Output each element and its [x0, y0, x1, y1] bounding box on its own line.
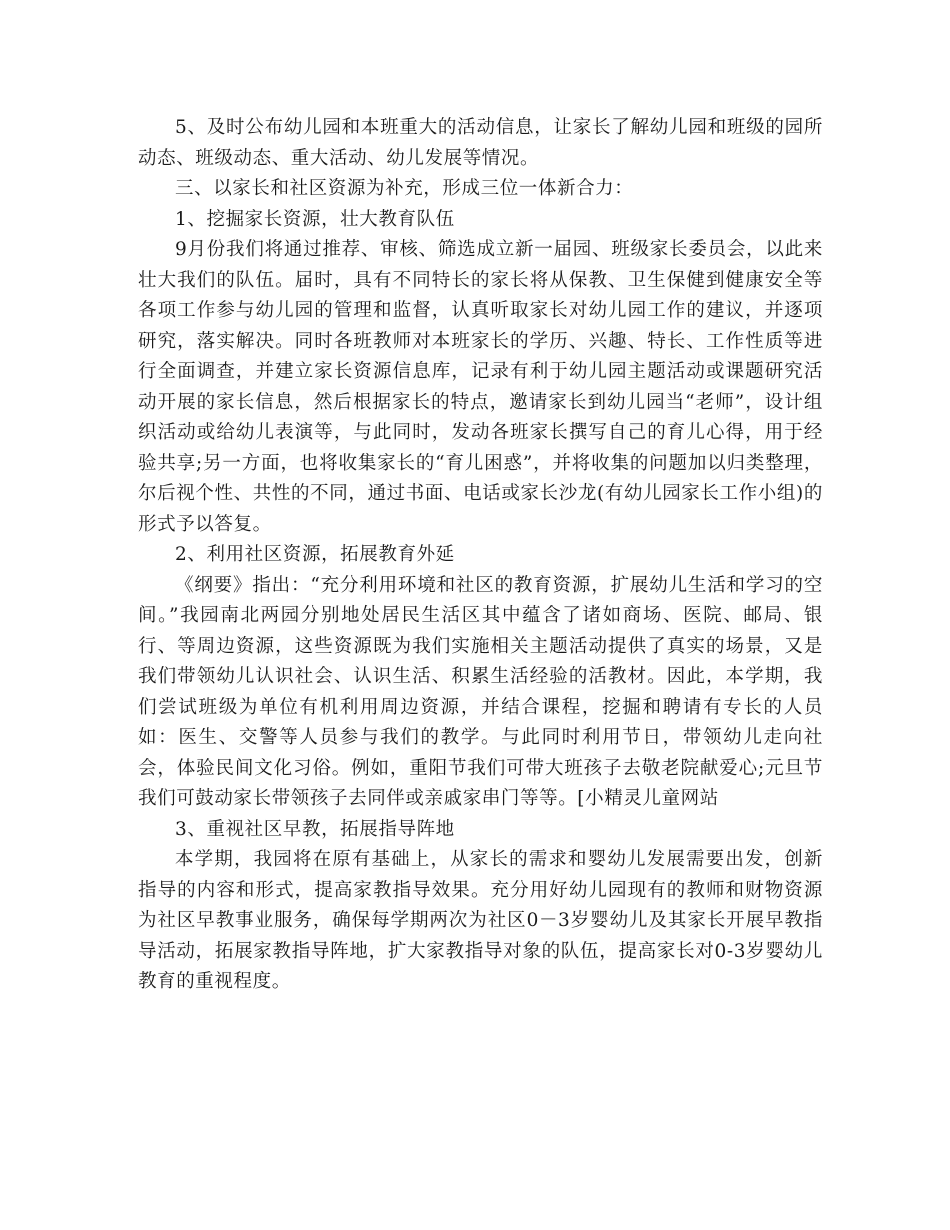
document-body	[138, 113, 823, 998]
section-heading-three: 三、以家长和社区资源为补充，形成三位一体新合力：	[175, 178, 634, 199]
paragraph-item-5: 5、及时公布幼儿园和本班重大的活动信息，让家长了解幼儿园和班级的园所动态、班级动态、重大活动、幼儿发展等情况。	[138, 117, 823, 169]
paragraph-parent-resources: 9月份我们将通过推荐、审核、筛选成立新一届园、班级家长委员会，以此来壮大我们的队伍。届时，具有不同特长的家长将从保教、卫生保健到健康安全等各项工作参与幼儿园的管理和监督，认真听取家长对幼儿园工作的建议，并逐项研究，落实解决。同时各班教师对本班家长的学历、兴趣、特长、工作性质等进行全面调查，并建立家长资源信息库，记录有利于幼儿园主题活动或课题研究活动开展的家长信息，然后根据家长的特点，邀请家长到幼儿园当“老师”，设计组织活动或给幼儿表演等，与此同时，发动各班家长撰写自己的育儿心得，用于经验共享;另一方面，也将收集家长的“育儿困惑”，并将收集的问题加以归类整理，尔后视个性、共性的不同，通过书面、电话或家长沙龙(有幼儿园家长工作小组)的形式予以答复。	[138, 239, 823, 535]
paragraph-early-education: 本学期，我园将在原有基础上，从家长的需求和婴幼儿发展需要出发，创新指导的内容和形式，提高家教指导效果。充分用好幼儿园现有的教师和财物资源为社区早教事业服务，确保每学期两次为社区0－3岁婴幼儿及其家长开展早教指导活动，拓展家教指导阵地，扩大家教指导对象的队伍，提高家长对0-3岁婴幼儿教育的重视程度。	[138, 849, 823, 992]
subheading-early-education: 3、重视社区早教，拓展指导阵地	[175, 818, 455, 840]
paragraph-community-resources: 《纲要》指出：“充分利用环境和社区的教育资源，扩展幼儿生活和学习的空间。”我园南北两园分别地处居民生活区其中蕴含了诸如商场、医院、邮局、银行、等周边资源，这些资源既为我们实施相关主题活动提供了真实的场景，又是我们带领幼儿认识社会、认识生活、积累生活经验的活教材。因此，本学期，我们尝试班级为单位有机利用周边资源，并结合课程，挖掘和聘请有专长的人员如：医生、交警等人员参与我们的教学。与此同时利用节日，带领幼儿走向社会，体验民间文化习俗。例如，重阳节我们可带大班孩子去敬老院献爱心;元旦节我们可鼓动家长带领孩子去同伴或亲戚家串门等等。[小精灵儿童网站	[138, 574, 823, 809]
subheading-parent-resources: 1、挖掘家长资源，壮大教育队伍	[175, 208, 455, 230]
subheading-community-resources: 2、利用社区资源，拓展教育外延	[175, 544, 455, 565]
